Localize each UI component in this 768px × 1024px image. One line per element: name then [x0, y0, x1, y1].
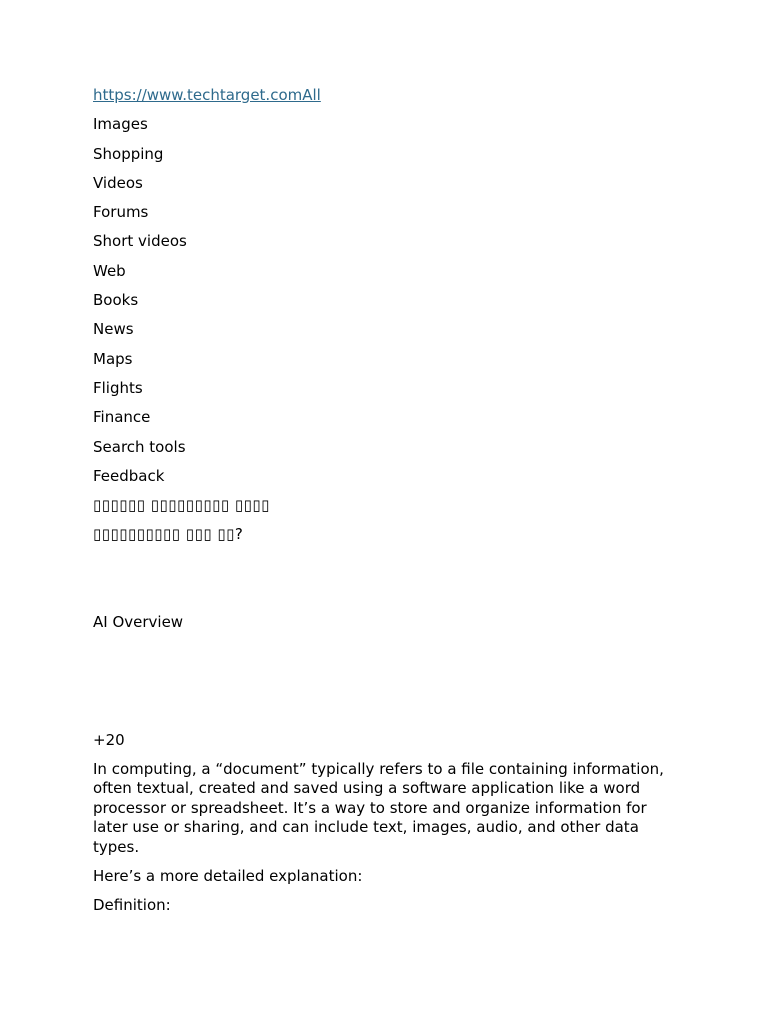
empty-paragraph — [93, 584, 675, 604]
question-line-2: ▯▯▯▯▯▯▯▯▯▯ ▯▯▯ ▯▯? — [93, 525, 244, 544]
nav-item-search-tools: Search tools — [93, 437, 186, 456]
nav-item-feedback: Feedback — [93, 466, 165, 485]
empty-paragraph — [93, 672, 675, 692]
nav-item-maps: Maps — [93, 349, 133, 368]
empty-paragraph — [93, 643, 675, 663]
source-link-paragraph — [93, 86, 675, 106]
nav-item-forums: Forums — [93, 203, 149, 222]
nav-item-images: Images — [93, 115, 148, 134]
document-body — [93, 86, 675, 926]
overview-paragraph: In computing, a “document” typically refers to a file containing information, often textual, created and saved using a software application like a word processor or spreadsheet. It’s a way to store and organize information for later use or sharing, and can include text, images, audio, and other data types. — [93, 759, 664, 856]
detail-intro: Here’s a more detailed explanation: — [93, 867, 363, 886]
definition-label: Definition: — [93, 896, 171, 915]
nav-item-books: Books — [93, 291, 139, 310]
empty-paragraph — [93, 701, 675, 721]
nav-item-finance: Finance — [93, 408, 151, 427]
nav-item-shopping: Shopping — [93, 144, 164, 163]
ai-overview-heading: AI Overview — [93, 613, 184, 632]
empty-paragraph — [93, 555, 675, 575]
nav-item-web: Web — [93, 261, 126, 280]
nav-item-news: News — [93, 320, 134, 339]
nav-item-flights: Flights — [93, 378, 143, 397]
sources-count: +20 — [93, 730, 125, 749]
nav-item-short-videos: Short videos — [93, 232, 187, 251]
nav-item-videos: Videos — [93, 173, 143, 192]
source-link[interactable]: https://www.techtarget.comAll — [93, 86, 321, 104]
question-line-1: ▯▯▯▯▯▯ ▯▯▯▯▯▯▯▯▯ ▯▯▯▯ — [93, 496, 270, 515]
